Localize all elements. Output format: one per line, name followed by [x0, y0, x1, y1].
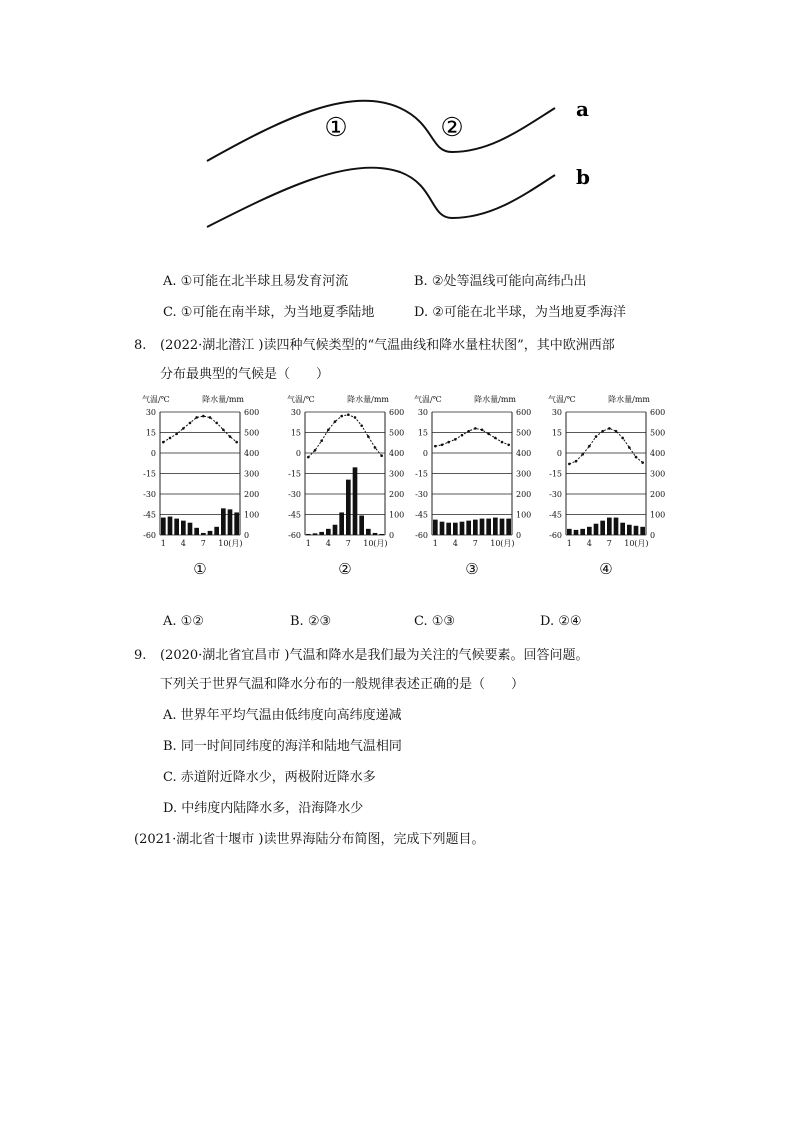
- chart-2-temp-point: [334, 420, 337, 423]
- chart-3-precip-tick: 600: [516, 408, 532, 417]
- chart-4-temp-point: [621, 437, 624, 440]
- chart-2-x-tick: 7: [345, 539, 351, 548]
- chart-4-x-tick: 7: [606, 539, 612, 548]
- chart-2-temp-point: [347, 413, 350, 416]
- chart-2-temp-point: [380, 454, 383, 457]
- chart-3-precip-bar: [460, 522, 465, 535]
- chart-1-temp-tick: -60: [143, 531, 156, 540]
- chart-4-x-tick: 4: [586, 539, 592, 548]
- chart-3-precip-tick: 0: [516, 531, 522, 540]
- chart-4-precip-tick: 100: [650, 510, 666, 520]
- chart-1-precip-bar: [201, 533, 206, 535]
- q9-option-c: C. 赤道附近降水少，两极附近降水多: [163, 770, 376, 785]
- chart-3-temp-curve: [435, 428, 508, 446]
- chart-2-precip-tick: 200: [389, 490, 405, 499]
- chart-3-precip-bar: [486, 519, 491, 535]
- chart-4-temp-point: [615, 430, 618, 433]
- chart-2-label: ②: [338, 560, 352, 578]
- chart-2-precip-bar: [319, 532, 324, 535]
- chart-3-precip-bar: [473, 520, 478, 535]
- chart-4-temp-axis-title: 气温/℃: [548, 395, 576, 404]
- chart-3-temp-tick: 30: [417, 408, 428, 417]
- chart-3-temp-point: [434, 445, 437, 448]
- chart-2-precip-tick: 400: [389, 449, 405, 458]
- chart-2-x-tick: 4: [325, 539, 331, 548]
- chart-1-precip-bar: [181, 521, 186, 535]
- chart-1-temp-tick: -45: [143, 510, 156, 520]
- chart-1-temp-curve: [163, 416, 236, 442]
- chart-2-temp-tick: 0: [295, 449, 301, 458]
- chart-2-precip-bar: [373, 533, 378, 535]
- chart-4-temp-point: [608, 427, 611, 430]
- chart-4-precip-bar: [567, 529, 572, 535]
- region-1-label: ①: [324, 113, 348, 143]
- chart-1-precip-bar: [174, 519, 179, 535]
- chart-1-temp-point: [169, 437, 172, 440]
- chart-2-precip-tick: 300: [389, 469, 405, 479]
- chart-2-precip-bar: [346, 480, 351, 535]
- chart-2-x-tick: 1: [305, 539, 311, 548]
- chart-2-precip-tick: 600: [389, 408, 405, 417]
- chart-4-precip-bar: [634, 526, 639, 535]
- chart-1-precip-bar: [208, 531, 213, 535]
- chart-3-precip-tick: 500: [516, 428, 532, 438]
- chart-1-temp-point: [189, 422, 192, 425]
- chart-1-precip-tick: 600: [244, 408, 260, 417]
- chart-3-label: ③: [465, 560, 479, 578]
- chart-3-precip-bar: [480, 519, 485, 535]
- chart-1-precip-axis-title: 降水量/mm: [202, 395, 244, 404]
- chart-4-x-tick: (月): [634, 539, 649, 548]
- chart-2-temp-axis-title: 气温/℃: [287, 395, 315, 404]
- chart-1-temp-tick: -15: [143, 469, 156, 479]
- chart-1-temp-point: [182, 427, 185, 430]
- chart-1-x-tick: 1: [160, 539, 166, 548]
- chart-4-precip-tick: 600: [650, 408, 666, 417]
- chart-4-temp-tick: -45: [549, 510, 562, 520]
- chart-2-temp-point: [307, 456, 310, 459]
- chart-1-x-tick: 7: [200, 539, 206, 548]
- chart-2-precip-bar: [306, 534, 311, 535]
- chart-3-temp-point: [467, 430, 470, 433]
- chart-3-temp-point: [507, 444, 510, 447]
- chart-2-temp-tick: -15: [288, 469, 301, 479]
- chart-3-temp-point: [441, 444, 444, 447]
- chart-3-temp-tick: -45: [415, 510, 428, 520]
- chart-2-temp-tick: -30: [288, 490, 301, 499]
- chart-3-temp-tick: -15: [415, 469, 428, 479]
- chart-3-precip-bar: [453, 523, 458, 535]
- chart-2-temp-point: [354, 416, 357, 419]
- chart-2-precip-bar: [326, 529, 331, 535]
- chart-1-precip-tick: 100: [244, 510, 260, 520]
- chart-3-x-tick: 1: [432, 539, 438, 548]
- chart-2-temp-curve: [308, 415, 381, 457]
- chart-2-temp-tick: 15: [290, 428, 301, 438]
- chart-3-precip-bar: [506, 519, 511, 535]
- chart-4-x-tick: 1: [566, 539, 572, 548]
- chart-1-precip-bar: [168, 517, 173, 535]
- chart-2-temp-point: [374, 446, 377, 449]
- chart-3-temp-point: [454, 438, 457, 441]
- chart-4-temp-point: [595, 435, 598, 438]
- q8-option-d: D. ②④: [540, 614, 582, 629]
- chart-1-precip-bar: [234, 512, 239, 535]
- chart-1-temp-tick: 15: [145, 428, 156, 438]
- q8-option-a: A. ①②: [163, 614, 204, 629]
- q8-stem-line1: (2022·湖北潜江 )读四种气候类型的“气温曲线和降水量柱状图”，其中欧洲西部: [160, 338, 615, 353]
- chart-3-temp-point: [461, 434, 464, 437]
- chart-2-temp-point: [340, 415, 343, 418]
- chart-3-temp-point: [447, 441, 450, 444]
- q9-option-a: A. 世界年平均气温由低纬度向高纬度递减: [163, 708, 402, 723]
- chart-1-x-tick: (月): [228, 539, 243, 548]
- chart-4-temp-point: [635, 456, 638, 459]
- chart-4-temp-tick: -60: [549, 531, 562, 540]
- chart-4-temp-tick: 15: [551, 428, 562, 438]
- q8-option-b: B. ②③: [290, 614, 332, 629]
- chart-4-precip-axis-title: 降水量/mm: [608, 395, 650, 404]
- q9-stem-line2: 下列关于世界气温和降水分布的一般规律表述正确的是（ ）: [160, 677, 525, 692]
- chart-2-precip-bar: [353, 467, 358, 535]
- q8-option-c: C. ①③: [414, 614, 456, 629]
- chart-3-temp-point: [501, 441, 504, 444]
- chart-4-precip-tick: 500: [650, 428, 666, 438]
- chart-1-label: ①: [193, 560, 207, 578]
- q7-option-c: C. ①可能在南半球，为当地夏季陆地: [163, 305, 375, 320]
- chart-3-precip-tick: 300: [516, 469, 532, 479]
- chart-3-temp-axis-title: 气温/℃: [414, 395, 442, 404]
- chart-4-temp-curve: [569, 428, 642, 464]
- q7-option-a: A. ①可能在北半球且易发育河流: [163, 274, 349, 289]
- chart-1-precip-tick: 400: [244, 449, 260, 458]
- chart-3-precip-axis-title: 降水量/mm: [474, 395, 516, 404]
- chart-3-temp-point: [474, 427, 477, 430]
- chart-3-precip-tick: 200: [516, 490, 532, 499]
- chart-4-temp-tick: 0: [556, 449, 562, 458]
- chart-4-precip-bar: [574, 530, 579, 535]
- chart-3-x-tick: 4: [452, 539, 458, 548]
- chart-2-precip-bar: [359, 516, 364, 535]
- chart-4-temp-point: [588, 445, 591, 448]
- q7-option-b: B. ②处等温线可能向高纬凸出: [414, 274, 587, 289]
- chart-4-precip-tick: 0: [650, 531, 656, 540]
- chart-1-temp-point: [209, 416, 212, 419]
- q10-intro: (2021·湖北省十堰市 )读世界海陆分布简图，完成下列题目。: [134, 832, 485, 847]
- region-2-label: ②: [440, 113, 464, 143]
- chart-3-temp-point: [494, 437, 497, 440]
- chart-2-precip-bar: [339, 512, 344, 535]
- chart-4-temp-point: [568, 463, 571, 466]
- chart-1-temp-tick: -30: [143, 490, 156, 499]
- chart-1-precip-tick: 200: [244, 490, 260, 499]
- chart-2-precip-tick: 500: [389, 428, 405, 438]
- chart-4-temp-point: [601, 430, 604, 433]
- chart-1-temp-point: [222, 428, 225, 431]
- chart-2-x-tick: (月): [373, 539, 388, 548]
- chart-1-temp-axis-title: 气温/℃: [142, 395, 170, 404]
- chart-4-precip-tick: 300: [650, 469, 666, 479]
- chart-3-precip-bar: [466, 521, 471, 535]
- chart-4-precip-bar: [620, 523, 625, 535]
- chart-4-temp-point: [628, 446, 631, 449]
- chart-2-temp-tick: -45: [288, 510, 301, 520]
- chart-4-temp-point: [581, 453, 584, 456]
- isotherm-line-b: [207, 168, 555, 227]
- chart-1-temp-tick: 0: [150, 449, 156, 458]
- chart-3-temp-point: [487, 433, 490, 436]
- chart-3-precip-bar: [500, 519, 505, 535]
- chart-1-x-tick: 10: [218, 539, 229, 548]
- chart-2-temp-point: [360, 424, 363, 427]
- chart-1-precip-bar: [214, 527, 219, 535]
- chart-2-temp-point: [367, 435, 370, 438]
- chart-1-precip-bar: [188, 523, 193, 535]
- chart-3-temp-point: [481, 428, 484, 431]
- chart-1-temp-point: [162, 441, 165, 444]
- chart-2-temp-tick: -60: [288, 531, 301, 540]
- chart-2-x-tick: 10: [363, 539, 374, 548]
- chart-4-precip-bar: [640, 527, 645, 535]
- line-b-label: b: [576, 165, 590, 189]
- chart-3-temp-tick: 15: [417, 428, 428, 438]
- chart-4-precip-bar: [594, 524, 599, 535]
- chart-1-temp-point: [195, 416, 198, 419]
- chart-4-precip-bar: [600, 521, 605, 535]
- q9-option-b: B. 同一时间同纬度的海洋和陆地气温相同: [163, 739, 402, 754]
- chart-2-precip-bar: [366, 529, 371, 535]
- chart-3-precip-bar: [433, 520, 438, 535]
- chart-4-temp-tick: 30: [551, 408, 562, 417]
- chart-3-precip-tick: 400: [516, 449, 532, 458]
- climate-charts: [0, 390, 794, 590]
- chart-2-temp-point: [327, 428, 330, 431]
- chart-1-x-tick: 4: [180, 539, 186, 548]
- q8-stem-line2: 分布最典型的气候是（ ）: [160, 367, 330, 382]
- chart-3-temp-tick: -30: [415, 490, 428, 499]
- chart-4-x-tick: 10: [624, 539, 635, 548]
- chart-4-temp-point: [575, 460, 578, 463]
- chart-2-precip-bar: [379, 534, 384, 535]
- chart-1-precip-tick: 500: [244, 428, 260, 438]
- chart-3-x-tick: (月): [500, 539, 515, 548]
- chart-3-x-tick: 7: [472, 539, 478, 548]
- chart-3-x-tick: 10: [490, 539, 501, 548]
- chart-2-precip-tick: 100: [389, 510, 405, 520]
- q7-option-d: D. ②可能在北半球，为当地夏季海洋: [414, 305, 626, 320]
- chart-4-precip-bar: [580, 529, 585, 535]
- chart-3-precip-bar: [493, 518, 498, 535]
- chart-4-precip-tick: 400: [650, 449, 666, 458]
- chart-4-precip-bar: [614, 518, 619, 535]
- isotherm-figure: [190, 90, 610, 240]
- chart-2-precip-bar: [313, 533, 318, 535]
- chart-3-precip-bar: [440, 522, 445, 535]
- line-a-label: a: [576, 97, 589, 121]
- chart-4-temp-tick: -30: [549, 490, 562, 499]
- chart-3-temp-tick: -60: [415, 531, 428, 540]
- chart-1-temp-point: [175, 433, 178, 436]
- q9-stem-line1: (2020·湖北省宜昌市 )气温和降水是我们最为关注的气候要素。回答问题。: [160, 648, 589, 663]
- chart-3-temp-tick: 0: [422, 449, 428, 458]
- chart-4-precip-bar: [587, 527, 592, 535]
- chart-1-precip-bar: [161, 518, 166, 535]
- isotherm-line-a: [207, 101, 555, 161]
- chart-1-temp-point: [202, 415, 205, 418]
- chart-1-temp-point: [235, 441, 238, 444]
- chart-1-temp-tick: 30: [145, 408, 156, 417]
- chart-2-precip-tick: 0: [389, 531, 395, 540]
- chart-1-temp-point: [215, 422, 218, 425]
- chart-2-temp-point: [320, 439, 323, 442]
- chart-1-precip-bar: [221, 508, 226, 535]
- chart-2-temp-point: [314, 449, 317, 452]
- q9-option-d: D. 中纬度内陆降水多，沿海降水少: [163, 801, 364, 816]
- chart-4-precip-bar: [627, 525, 632, 535]
- chart-3-precip-tick: 100: [516, 510, 532, 520]
- chart-1-temp-point: [229, 435, 232, 438]
- chart-1-precip-bar: [228, 509, 233, 535]
- chart-1-precip-tick: 300: [244, 469, 260, 479]
- chart-3-precip-bar: [446, 523, 451, 535]
- chart-2-temp-tick: 30: [290, 408, 301, 417]
- chart-4-temp-point: [641, 461, 644, 464]
- chart-4-precip-tick: 200: [650, 490, 666, 499]
- chart-2-precip-axis-title: 降水量/mm: [347, 395, 389, 404]
- chart-1-precip-tick: 0: [244, 531, 250, 540]
- chart-4-temp-tick: -15: [549, 469, 562, 479]
- chart-2-precip-bar: [333, 525, 338, 535]
- chart-4-precip-bar: [607, 518, 612, 535]
- q8-number: 8.: [134, 338, 147, 353]
- q9-number: 9.: [134, 648, 147, 663]
- chart-1-precip-bar: [194, 528, 199, 535]
- chart-4-label: ④: [599, 560, 613, 578]
